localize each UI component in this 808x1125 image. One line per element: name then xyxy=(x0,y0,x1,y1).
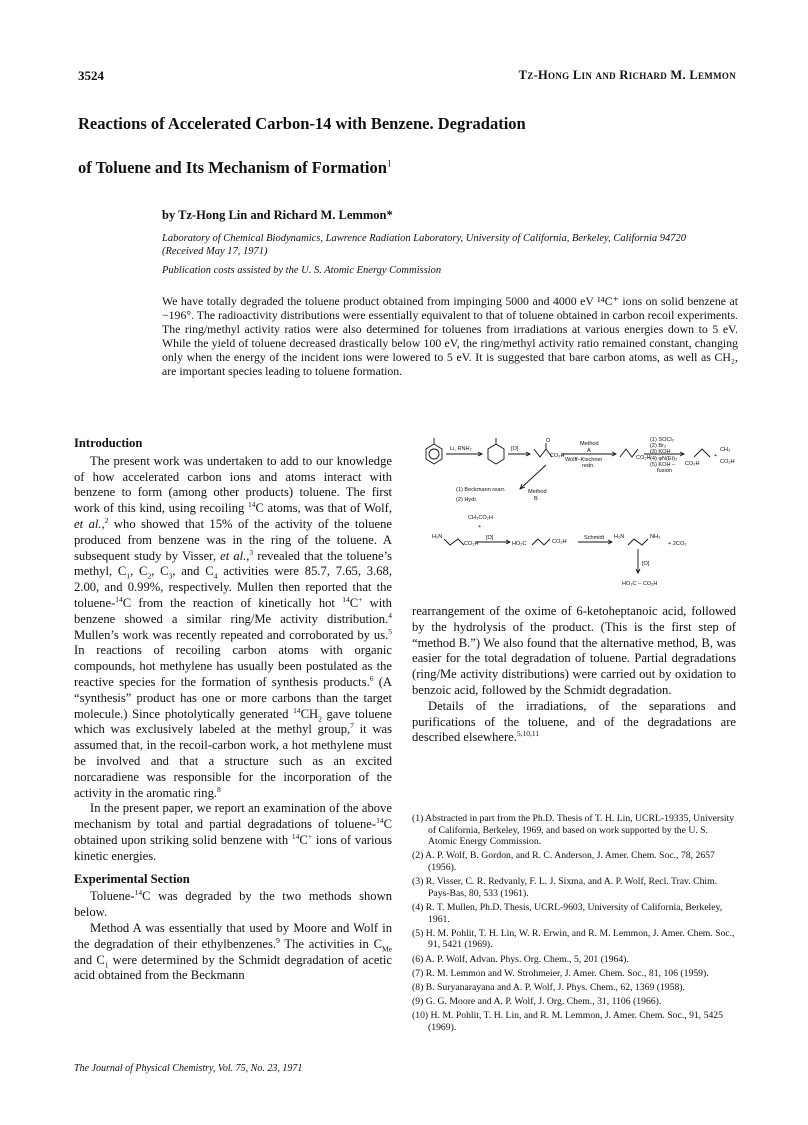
toluene-ring xyxy=(426,444,442,464)
scheme-step-1: (1) SOCl₂ xyxy=(650,437,674,443)
scheme-acetic: CH₃CO₂H xyxy=(468,515,493,521)
running-head: Tz-Hong Lin and Richard M. Lemmon xyxy=(518,68,736,82)
reference-item: (6) A. P. Wolf, Advan. Phys. Org. Chem., 5, 201 (1964). xyxy=(412,953,629,965)
scheme-co2: + 2CO₂ xyxy=(668,541,687,547)
scheme-method-a: Method xyxy=(580,441,599,447)
scheme-oxalic: HO₂C – CO₂H xyxy=(622,581,658,587)
title-line-2: of Toluene and Its Mechanism of Formation$^1$ xyxy=(78,158,392,177)
scheme-co2h-4: CO₂H xyxy=(720,459,735,465)
reference-item: (2) A. P. Wolf, B. Gordon, and R. C. Anderson, J. Amer. Chem. Soc., 78, 2657 (1956). xyxy=(412,850,715,873)
scheme-ho2c: HO₂C xyxy=(512,541,527,547)
introduction-heading: Introduction xyxy=(74,436,143,450)
right-column xyxy=(412,604,736,746)
authors: by Tz-Hong Lin and Richard M. Lemmon* xyxy=(162,208,393,222)
reference-item: (9) G. G. Moore and A. P. Wolf, J. Org. Chem., 31, 1106 (1966). xyxy=(412,996,662,1008)
intro-paragraph-2: In the present paper, we report an examination of the above mechanism by total and partial degradations of toluene-$^{14}$C obtained upon striking solid benzene with $^{14}$C+ ions of various kinetic energies. xyxy=(74,801,392,863)
scheme-reagent-1: Li, RNH₂ xyxy=(450,446,472,452)
scheme-beckmann-2: (2) Hydr. xyxy=(456,497,478,503)
scheme-o: O xyxy=(546,438,551,444)
scheme-co2h-1: CO₂H xyxy=(550,453,565,459)
scheme-h2n-2: H₂N xyxy=(614,534,625,540)
scheme-step-5: (5) KOH – xyxy=(650,462,676,468)
affiliation xyxy=(162,232,752,258)
title-line-1: Reactions of Accelerated Carbon-14 with Benzene. Degradation xyxy=(78,114,526,133)
page-number: 3524 xyxy=(78,68,104,83)
scheme-schmidt: Schmidt xyxy=(584,535,605,541)
right-paragraph-2: Details of the irradiations, of the separations and purifications of the toluene, and of the degradations are described elsewhere.$^{5,10,11}$ xyxy=(412,698,736,745)
dihydro-ring xyxy=(488,444,504,464)
abstract: We have totally degraded the toluene product obtained from impinging 5000 and 4000 eV ¹⁴C⁺ ions on solid benzene at −196°. The radioactivity distributions were essentially equivalent to that of toluene obtained in carbon recoil experiments. The ring/methyl activity ratios were also determined for toluenes from irradiations at various energies down to 5 eV. While the yield of toluene decreased drastically below 100 eV, the ring/methyl activity ratio remained constant, changing only when the energy of the incident ions were lowered to 5 eV. It is suggested that bare carbon atoms, as well as CH₂, are important species leading to toluene formation. xyxy=(162,294,738,378)
arrow-method-b xyxy=(520,465,546,489)
reference-item: (3) R. Visser, C. R. Redvanly, F. L. J. Sixma, and A. P. Wolf, Recl. Trav. Chim. Pays-Bas, 80, 533 (1961). xyxy=(412,876,718,899)
scheme-plus-2: + xyxy=(478,524,482,530)
scheme-method-b: Method xyxy=(528,489,547,495)
scheme-method-a-letter: A xyxy=(587,448,591,454)
scheme-step-4: (4) φN(Et)₂ xyxy=(650,456,678,462)
right-paragraph-1: rearrangement of the oxime of 6-ketoheptanoic acid, followed by the hydrolysis of the product. (This is the first step of “method B.”) We also found that the alternative method, B, was easier for the total degradation of toluene. Partial degradations (ring/Me activity distributions) were carried out by oxidation to benzoic acid, followed by the Schmidt degradation. xyxy=(412,604,736,697)
exp-paragraph-2: Method A was essentially that used by Moore and Wolf in the degradation of their ethylbenzenes.$^9$ The activities in $C_{Me}$ and $C_1$ were determined by the Schmidt degradation of acetic acid obtained from the Beckmann xyxy=(74,920,392,983)
scheme-ch3: CH₃ xyxy=(720,447,731,453)
scheme-beckmann-1: (1) Beckmann rearr. xyxy=(456,487,506,493)
reference-item: (5) H. M. Pohlit, T. H. Lin, W. R. Erwin, and R. M. Lemmon, J. Amer. Chem. Soc., 91, 5421 (1969). xyxy=(412,927,735,951)
scheme-ox-1: [O] xyxy=(511,446,519,452)
intro-paragraph-1: The present work was undertaken to add to our knowledge of how accelerated carbon ions and atoms interact with benzene to form (among other products) toluene. The first work of this kind, using recoiling $^{14}$C atoms, was that of Wolf, et al.,$^2$ who showed that 15% of the activity of the toluene produced from benzene was in the ring of the toluene. A subsequent study by Visser, et al.,$^3$ revealed that the toluene’s methyl, $C_1$, $C_2$, $C_3$, and $C_4$ activities were 85.7, 7.65, 3.68, 2.00, and 0.99%, respectively. Mullen then reported that the toluene-$^{14}$C from the reaction of kinetically hot $^{14}$C+ with benzene showed a similar ring/Me activity distribution.$^4$ Mullen’s work was recently repeated and corroborated by us.$^5$ In reactions of recoiling carbon atoms with organic compounds, hot methylene has usually been postulated as the reactive species for the formation of synthesis products.$^6$ (A “synthesis” product has one or more carbons than the target molecule.) Since photolytically generated $^{14}CH_2$ gave toluene which was exclusively labeled at the methyl group,$^7$ it was assumed that, in the recoil-carbon work, a hot methylene must be involved and that a structure such as an excited norcaradiene was responsible for the incorporation of the activity in the aromatic ring.$^8$ xyxy=(74,453,392,800)
amino-acid-chain xyxy=(444,539,464,545)
scheme-h2n-1: H₂N xyxy=(432,534,443,540)
scheme-ox-2: [O] xyxy=(486,535,494,541)
publication-note: Publication costs assisted by the U. S. Atomic Energy Commission xyxy=(162,265,442,276)
received-date: (Received May 17, 1971) xyxy=(162,246,268,257)
degradation-scheme xyxy=(412,435,742,597)
scheme-step-2: (2) Br₂ xyxy=(650,443,667,449)
article-title xyxy=(78,102,728,190)
affiliation-text: Laboratory of Chemical Biodynamics, Lawrence Radiation Laboratory, University of California, Berkeley, California 94720 xyxy=(162,233,686,244)
references xyxy=(412,813,738,1036)
reference-item: (8) B. Suryanarayana and A. P. Wolf, J. Phys. Chem., 62, 1369 (1958). xyxy=(412,981,685,993)
reference-item: (1) Abstracted in part from the Ph.D. Thesis of T. H. Lin, UCRL-19335, University of California, Berkeley, 1969, and based on work supported by the U. S. Atomic Energy Commission. xyxy=(412,813,735,848)
reference-item: (7) R. M. Lemmon and W. Strohmeier, J. Amer. Chem. Soc., 81, 106 (1959). xyxy=(412,967,709,979)
exp-paragraph-1: Toluene-$^{14}$C was degraded by the two methods shown below. xyxy=(74,888,392,920)
scheme-co2h-5: CO₂H xyxy=(464,541,479,547)
experimental-heading: Experimental Section xyxy=(74,871,190,886)
diacid-chain xyxy=(532,539,550,545)
scheme-plus-1: + xyxy=(714,453,718,459)
reference-item: (10) H. M. Pohlit, T. H. Lin, and R. M. Lemmon, J. Amer. Chem. Soc., 91, 5425 (1969). xyxy=(412,1010,723,1033)
reference-item: (4) R. T. Mullen, Ph.D. Thesis, UCRL-9603, University of California, Berkeley, 1961. xyxy=(412,901,723,925)
scheme-step-3: (3) KOH xyxy=(650,449,671,455)
scheme-fusion: fusion xyxy=(657,468,672,474)
scheme-method-b-letter: B xyxy=(534,496,538,502)
title-footnote-marker: 1 xyxy=(386,158,392,169)
journal-footer: The Journal of Physical Chemistry, Vol. 75, No. 23, 1971 xyxy=(74,1063,303,1074)
scheme-nh2: NH₂ xyxy=(650,534,661,540)
scheme-redn: redn. xyxy=(582,463,595,469)
scheme-co2h-3: CO₂H xyxy=(685,461,700,467)
scheme-co2h-6: CO₂H xyxy=(552,539,567,545)
acid-product xyxy=(694,449,710,457)
diamine-chain xyxy=(628,539,648,545)
scheme-co2h-2: CO₂H xyxy=(636,455,651,461)
scheme-ox-3: [O] xyxy=(642,561,650,567)
left-column xyxy=(74,436,392,984)
scheme-wolff: Wolff–Kischner xyxy=(565,457,603,463)
